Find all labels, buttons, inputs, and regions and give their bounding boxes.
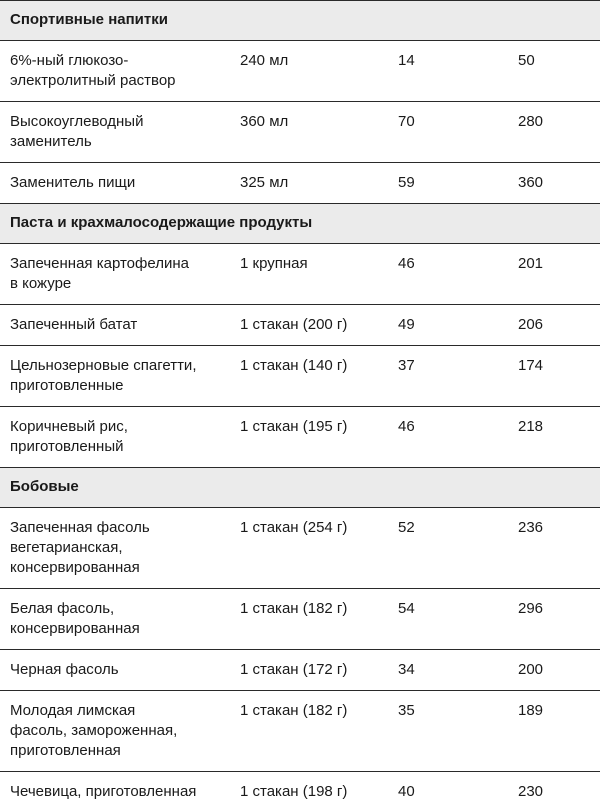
serving-size: 1 стакан (195 г): [240, 418, 348, 435]
serving-size: 1 стакан (254 г): [240, 519, 348, 536]
glycemic-value: 54: [398, 600, 415, 617]
serving-size: 1 крупная: [240, 255, 308, 272]
food-name: Заменитель пищи: [10, 174, 136, 191]
calories-value: 174: [518, 357, 544, 374]
glycemic-value: 34: [398, 661, 415, 678]
glycemic-value: 35: [398, 702, 415, 719]
table-row: [0, 407, 600, 468]
glycemic-value: 70: [398, 113, 415, 130]
calories-value: 200: [518, 661, 544, 678]
calories-value: 236: [518, 519, 544, 536]
food-name: Чечевица, приготовленная: [10, 783, 197, 800]
table-row: [0, 41, 600, 102]
serving-size: 360 мл: [240, 113, 289, 130]
serving-size: 1 стакан (200 г): [240, 316, 348, 333]
glycemic-value: 40: [398, 783, 415, 800]
table-row: [0, 102, 600, 163]
serving-size: 1 стакан (182 г): [240, 702, 348, 719]
glycemic-value: 14: [398, 52, 415, 69]
calories-value: 206: [518, 316, 544, 333]
serving-size: 240 мл: [240, 52, 289, 69]
table-row: [0, 772, 600, 812]
calories-value: 50: [518, 52, 535, 69]
table-row: [0, 163, 600, 204]
food-name: Цельнозерновые спагетти, приготовленные: [10, 357, 197, 394]
food-name: Черная фасоль: [10, 661, 119, 678]
serving-size: 1 стакан (140 г): [240, 357, 348, 374]
table-row: [0, 650, 600, 691]
serving-size: 1 стакан (172 г): [240, 661, 348, 678]
food-name: Коричневый рис, приготовленный: [10, 418, 128, 455]
section-header-legumes: Бобовые: [0, 468, 600, 508]
section-header-sports-drinks: Спортивные напитки: [0, 1, 600, 41]
table-row: [0, 508, 600, 589]
food-name: 6%-ный глюкозо- электролитный раствор: [10, 52, 176, 89]
food-name: Запеченная фасоль вегетарианская, консервированная: [10, 519, 150, 576]
calories-value: 230: [518, 783, 544, 800]
serving-size: 1 стакан (198 г): [240, 783, 348, 800]
section-header-pasta-starch: Паста и крахмалосодержащие продукты: [0, 204, 600, 244]
table-row: [0, 305, 600, 346]
table-row: [0, 346, 600, 407]
food-name: Высокоуглеводный заменитель: [10, 113, 144, 150]
calories-value: 280: [518, 113, 544, 130]
food-name: Запеченный батат: [10, 316, 138, 333]
table-row: [0, 589, 600, 650]
glycemic-value: 49: [398, 316, 415, 333]
glycemic-value: 59: [398, 174, 415, 191]
calories-value: 296: [518, 600, 544, 617]
serving-size: 325 мл: [240, 174, 289, 191]
glycemic-value: 37: [398, 357, 415, 374]
calories-value: 360: [518, 174, 544, 191]
food-name: Молодая лимская фасоль, замороженная, приготовленная: [10, 702, 178, 759]
food-name: Запеченная картофелина в кожуре: [10, 255, 189, 292]
calories-value: 201: [518, 255, 544, 272]
calories-value: 189: [518, 702, 544, 719]
food-name: Белая фасоль, консервированная: [10, 600, 140, 637]
serving-size: 1 стакан (182 г): [240, 600, 348, 617]
glycemic-value: 52: [398, 519, 415, 536]
calories-value: 218: [518, 418, 544, 435]
glycemic-value: 46: [398, 418, 415, 435]
table-row: [0, 691, 600, 772]
glycemic-value: 46: [398, 255, 415, 272]
table-row: [0, 244, 600, 305]
